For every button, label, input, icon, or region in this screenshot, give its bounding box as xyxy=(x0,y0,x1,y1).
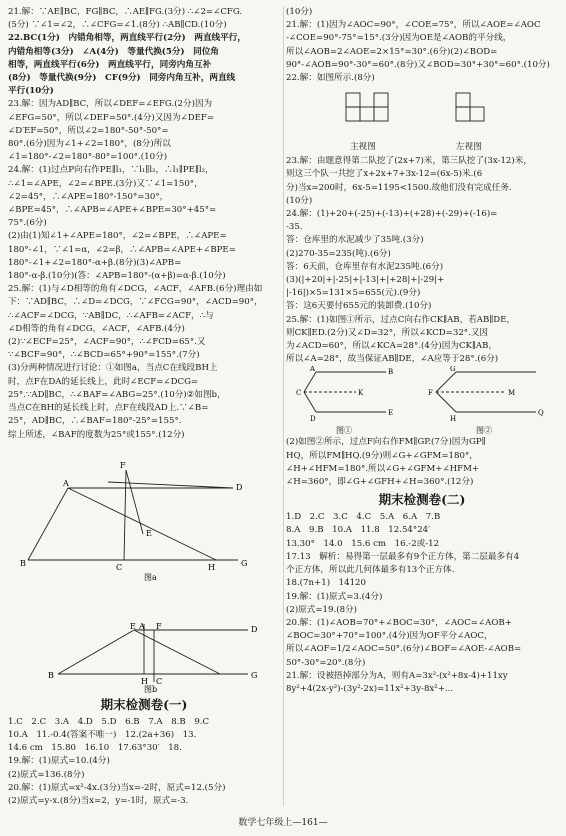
left-view-caption: 左视图 xyxy=(456,142,482,153)
label-a-G: G xyxy=(241,558,248,568)
label-b-A: A xyxy=(139,621,145,631)
text-line: 19.解：(1)原式=10.(4分) xyxy=(8,756,110,767)
text-line: 8y²+4(2x-y²)-(3y²-2x)=11x²+3y-8x²+... xyxy=(286,683,454,694)
text-line: 75°.(6分) xyxy=(8,218,47,229)
column-divider xyxy=(283,6,284,806)
text-line: 180°-∠1，∵∠1=α，∠2=β，∴∠APB=∠APE+∠BPE= xyxy=(8,244,236,255)
text-line: (2)∵∠ECF=25°，∠ACF=90°，∴∠FCD=65°.又 xyxy=(8,337,206,348)
text-line: ∠D′EF=50°，所以∠2=180°-50°-50°= xyxy=(8,125,169,136)
exam1-answers xyxy=(8,716,280,808)
text-line: 为∠ACD=60°，所以∠KCA=28°.(4分)因为CK∥AB， xyxy=(286,341,498,352)
text-line: 13.30° 14.0 15.6 cm 16.-2或-12 xyxy=(286,538,440,549)
text-line: 答：这6天要付655元的装卸费.(10分) xyxy=(286,301,432,312)
text-line: 180°-α-β.(10分)(答：∠APB=180°-(α+β)=α-β.(10分) xyxy=(8,271,226,282)
text-line: (10分) xyxy=(286,7,313,17)
text-line: 综上所述，∠BAF的度数为25°或155°.(12分) xyxy=(8,429,185,440)
main-view-caption: 主视图 xyxy=(350,142,376,153)
label-2-Q: Q xyxy=(538,409,544,418)
text-line: 25°.∵AD∥BC，∴∠BAF=∠ABG=25°.(10分)②如图b， xyxy=(8,389,226,400)
right-text-top xyxy=(286,6,558,85)
exam2-answers xyxy=(286,511,558,696)
text-line: ∠1=180°-∠2=180°-80°=100°.(10分) xyxy=(8,152,168,163)
right-text-low xyxy=(286,436,558,489)
label-2-H: H xyxy=(450,415,457,424)
label-a-B: B xyxy=(20,558,26,568)
text-line: ∠D相等的角有∠DCG，∠ACF，∠AFB.(4分) xyxy=(8,323,185,334)
label-2-G: G xyxy=(450,366,456,374)
label-b-E: E xyxy=(130,621,136,631)
text-line: ∴∠ACF=∠DCG，∵AB∥DC，∴∠AFB=∠ACF，∴与 xyxy=(8,310,214,321)
text-line: 1.C 2.C 3.A 4.D 5.D 6.B 7.A 8.B 9.C xyxy=(8,716,210,727)
caption-2: 图② xyxy=(476,426,492,436)
label-a-F: F xyxy=(120,460,126,470)
text-line: 内错角相等(3分) ∠A(4分) 等量代换(5分) 同位角 xyxy=(8,46,219,57)
geometry-figure xyxy=(8,442,280,622)
label-b-H: H xyxy=(141,676,148,686)
text-line: 180°-∠1+∠2=180°-α+β.(8分)(3)∠APB= xyxy=(8,257,182,268)
text-line: ∠2=45°，∴∠APE=180°-150°=30°， xyxy=(8,191,169,202)
text-line: 下：∵AD∥BC，∴∠D=∠DCG，∵∠FCG=90°，∠ACD=90°， xyxy=(8,297,263,308)
text-line: (2)原式=136.(8分) xyxy=(8,769,85,780)
label-1-A: A xyxy=(310,366,316,374)
text-line: 21.解：设被捂掉部分为A，则有A=3x²-(x²+8x-4)+11xy xyxy=(286,670,508,681)
figure-b xyxy=(8,622,280,694)
label-b-G: G xyxy=(251,670,258,680)
text-line: 时，点F在DA的延长线上，此时∠ECF=∠DCG= xyxy=(8,376,199,387)
text-line: (10分) xyxy=(286,195,313,206)
figure-b-svg xyxy=(8,622,280,694)
text-line: ∵∠BCF=90°，∴∠BCD=65°+90°=155°.(7分) xyxy=(8,350,200,361)
label-b-C: C xyxy=(156,676,163,686)
text-line: (2)原式=19.(8分) xyxy=(286,604,357,615)
label-1-K: K xyxy=(358,389,364,398)
text-line: (2)270-35=235(吨).(6分) xyxy=(286,248,391,259)
text-line: 21.解：∵AE∥BC，FG∥BC，∴AE∥FG.(3分) ∴∠2=∠CFG. xyxy=(8,7,243,17)
text-line: ∠H+∠HFM=180°.所以∠G+∠GFM+∠HFM+ xyxy=(286,463,480,474)
text-line: 22.BC(1分) 内错角相等，两直线平行(2分) 两直线平行， xyxy=(8,33,246,44)
angle-figures-svg xyxy=(286,366,558,424)
text-line: 20.解：(1)原式=x²-4x.(3分)当x=-2时，原式=12.(5分) xyxy=(8,782,226,793)
figure-a xyxy=(28,470,238,560)
figure-1-2 xyxy=(286,366,558,424)
text-line: -35. xyxy=(286,222,303,233)
text-line: 17.13 解析：易得第一层最多有9个正方体，第二层最多有4 xyxy=(286,551,520,562)
figure-captions xyxy=(286,424,558,436)
label-1-C: C xyxy=(296,389,302,398)
label-2-F: F xyxy=(428,389,433,398)
text-line: 所以∠AOF=1/2∠AOC=50°.(6分)∠BOF=∠AOE-∠AOB= xyxy=(286,644,522,655)
text-line: 21.解：(1)因为∠AOC=90°，∠COE=75°，所以∠AOE=∠AOC xyxy=(286,20,541,31)
text-line: 则CK∥ED.(2分)又∠D=32°，所以∠KCD=32°.又因 xyxy=(286,327,489,338)
text-line: 24.解：(1)+20+(-25)+(-13)+(+28)+(-29)+(-16)= xyxy=(286,209,498,220)
text-line: 25°，AD∥BC，∴∠BAF=180°-25°=155°. xyxy=(8,416,182,427)
text-line: ∠BPE=45°，∴∠APB=∠APE+∠BPE=30°+45°= xyxy=(8,205,217,216)
text-line: 分)当x=200时，6x-5=1195<1500.故他们没有完成任务. xyxy=(286,182,512,193)
text-line: 所以∠A=28°，故当保证AB∥DE，∠A应等于28°.(6分) xyxy=(286,354,499,365)
text-line: (2)如图②所示，过点F向右作FM∥GP.(7分)因为GP∥ xyxy=(286,437,486,448)
caption-a: 图a xyxy=(144,572,157,582)
label-b-F: F xyxy=(156,621,162,631)
text-line: 1.D 2.C 3.C 4.C 5.A 6.A 7.B xyxy=(286,512,441,523)
text-line: 25.解：(1)与∠D相等的角有∠DCG，∠ACF，∠AFB.(6分)理由如 xyxy=(8,284,263,295)
label-a-H: H xyxy=(208,562,215,572)
label-a-D: D xyxy=(236,482,243,492)
label-a-A: A xyxy=(63,478,69,488)
text-line: (5分) ∵∠1=∠2，∴∠CFG=∠1.(8分) ∴AB∥CD.(10分) xyxy=(8,20,227,31)
text-line: 22.解：如图所示.(8分) xyxy=(286,73,375,84)
text-line: 8.A 9.B 10.A 11.8 12.54°24′ xyxy=(286,525,431,536)
text-line: HQ，所以FM∥HQ.(9分)则∠G+∠GFM=180°， xyxy=(286,450,478,461)
text-line: -∠COE=90°-75°=15°.(3分)因为OE是∠AOB的平分线， xyxy=(286,33,512,44)
views-figure xyxy=(286,85,558,141)
text-line: 则这三个队一共挖了x+2x+7+3x-12=(6x-5)米.(6 xyxy=(286,169,483,180)
label-b-D: D xyxy=(251,624,258,634)
text-line: 答：仓库里的水泥减少了35吨.(3分) xyxy=(286,235,424,246)
text-line: 所以∠AOB=2∠AOE=2×15°=30°.(6分)(2)∠BOD= xyxy=(286,46,498,57)
exam-heading-2: 期末检测卷(二) xyxy=(378,492,466,508)
text-line: 答：6天前，仓库里存有水泥235吨.(6分) xyxy=(286,261,444,272)
label-a-C: C xyxy=(116,562,123,572)
text-line: 20.解：(1)∠AOB=70°+∠BOC=30°，∠AOC=∠AOB+ xyxy=(286,617,512,628)
text-line: 当点C在BH的延长线上时，点F在线段AD上.∵∠B= xyxy=(8,403,209,414)
text-line: ∠EFG=50°，所以∠DEF=50°.(4分)又因为∠DEF= xyxy=(8,112,215,123)
text-line: (2)原式=y-x.(8分)当x=2，y=-1时，原式=-3. xyxy=(8,795,189,806)
left-column xyxy=(8,6,280,808)
caption-b: 图b xyxy=(144,684,158,694)
figure-a-b xyxy=(8,442,280,622)
text-line: 19.解：(1)原式=3.(4分) xyxy=(286,591,383,602)
page-footer: 数学七年级上—161— xyxy=(238,818,328,828)
text-line: ∠BOC=30°+70°=100°.(4分)因为OF平分∠AOC， xyxy=(286,631,493,642)
text-line: 50°-30°=20°.(8分) xyxy=(286,657,366,668)
label-1-D: D xyxy=(310,415,316,424)
text-line: 10.A 11.-0.4(答案不唯一) 12.(2a+36) 13. xyxy=(8,729,197,740)
text-line: 平行(10分) xyxy=(8,86,54,97)
label-2-M: M xyxy=(508,389,516,398)
text-line: ∠H=360°，即∠G+∠GFH+∠H=360°.(12分) xyxy=(286,477,474,488)
label-a-E: E xyxy=(146,528,152,538)
text-line: 14.6 cm 15.80 16.10 17.63°30′ 18. xyxy=(8,743,182,754)
right-column xyxy=(286,6,558,696)
text-line: 80°.(6分)因为∠1+∠2=180°，(8分)所以 xyxy=(8,139,171,150)
text-line: 18.(7n+1) 14120 xyxy=(286,578,366,589)
text-line: (3)分两种情况进行讨论：①如图a，当点C在线段BH上 xyxy=(8,363,218,374)
text-line: 90°-∠AOB=90°-30°=60°.(8分)又∠BOD=30°+30°=60°.(10分) xyxy=(286,59,550,70)
text-line: 25.解：(1)如图①所示，过点C向右作CK∥AB，若AB∥DE， xyxy=(286,314,516,325)
left-text-block xyxy=(8,6,280,442)
text-line: 23.解：因为AD∥BC，所以∠DEF=∠EFG.(2分)因为 xyxy=(8,99,213,110)
text-line: 个正方体，所以此几何体最多有13个正方体. xyxy=(286,565,455,576)
text-line: (3)(|+20|+|-25|+|-13|+|+28|+|-29|+ xyxy=(286,275,445,286)
text-line: |-16|)×5=131×5=655(元).(9分) xyxy=(286,288,421,299)
text-line: 相等，两直线平行(6分) 两直线平行，同旁内角互补 xyxy=(8,59,212,70)
text-line: 23.解：由题意得第二队挖了(2x+7)米，第三队挖了(3x-12)米， xyxy=(286,156,532,167)
text-line: (8分) 等量代换(9分) CF(9分) 同旁内角互补，两直线 xyxy=(8,73,236,84)
label-1-E: E xyxy=(388,409,394,418)
label-1-B: B xyxy=(388,368,394,377)
exam-heading-1: 期末检测卷(一) xyxy=(100,696,188,712)
text-line: ∴∠1=∠APE，∠2=∠BPE.(3分)又∵∠1=150°， xyxy=(8,178,203,189)
label-b-B: B xyxy=(48,670,54,680)
three-views-svg xyxy=(286,85,558,141)
caption-1: 图① xyxy=(336,426,352,436)
views-captions xyxy=(286,141,558,155)
text-line: (2)由(1)知∠1+∠APE=180°，∠2=∠BPE，∴∠APE= xyxy=(8,231,227,242)
right-text-mid xyxy=(286,155,558,366)
text-line: 24.解：(1)过点P向右作PE∥l₁，∵l₁∥l₂，∴l₁∥PE∥l₂， xyxy=(8,165,214,176)
